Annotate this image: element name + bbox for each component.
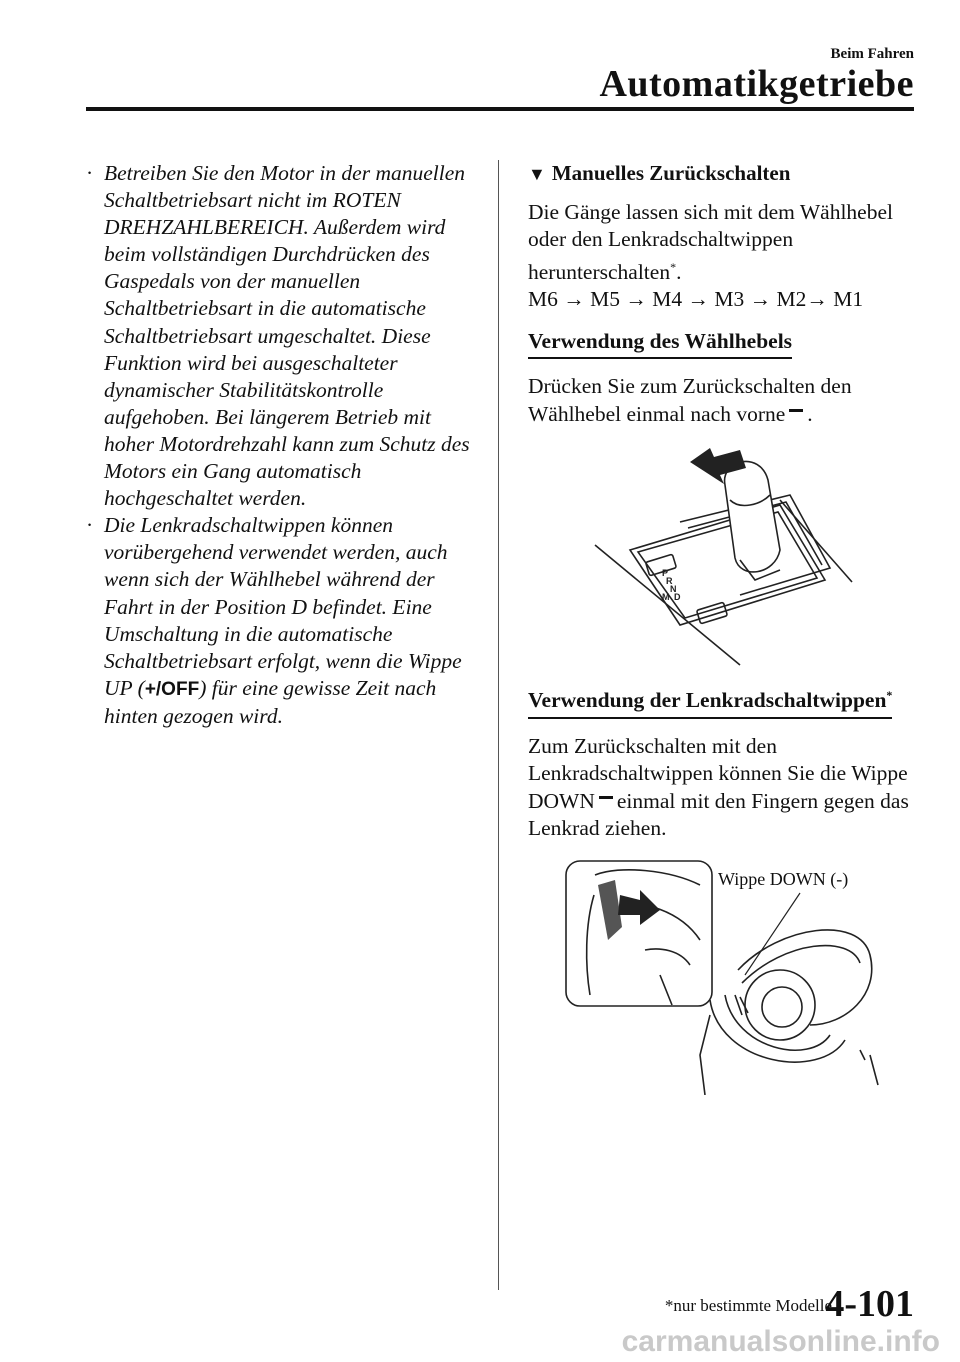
subsection-1-text — [528, 373, 918, 428]
page-number: 4-101 — [825, 1283, 914, 1325]
subsection-2-heading-wrap — [528, 682, 928, 719]
bullet-text: Die Lenkradschaltwippen können vorübergehend verwendet werden, auch wenn sich der Wählhebel während der Fahrt in der Position D befindet. Eine Umschaltung in die automatische Schaltbetriebsart erfolgt, wenn die Wippe UP ( — [104, 513, 462, 700]
subsection-2 — [528, 682, 928, 843]
plus-off-symbol: +/OFF — [144, 678, 200, 700]
gate-label: P — [662, 568, 669, 578]
bullet-text-end: ) für eine gewisse Zeit nach hinten gezogen wird. — [104, 675, 437, 728]
triangle-down-icon: ▼ — [528, 164, 546, 184]
column-divider — [498, 160, 499, 1290]
bullet-dot: · — [86, 161, 94, 185]
gate-label: N — [670, 584, 677, 594]
section-heading-text: Manuelles Zurückschalten — [551, 161, 791, 185]
subsection-2-body: Zum Zurückschalten mit den Lenkradschaltwippen können Sie die Wippe DOWN — [528, 733, 908, 813]
footnote-mark: * — [886, 688, 893, 702]
subsection-1 — [528, 328, 918, 360]
header-rule — [86, 107, 914, 111]
section-heading — [528, 160, 918, 189]
right-column — [528, 160, 918, 428]
gate-label: M — [662, 592, 670, 602]
intro-paragraph — [528, 199, 918, 287]
gate-label: R — [666, 576, 673, 586]
steering-paddle-illustration — [560, 855, 900, 1095]
page-title: Automatikgetriebe — [599, 63, 914, 105]
intro-end: . — [676, 259, 682, 284]
minus-icon — [599, 796, 613, 799]
bullet-item — [86, 512, 478, 730]
gate-label: D — [674, 592, 681, 602]
footnote-mark: * — [670, 259, 677, 274]
header-section: Beim Fahren — [830, 46, 914, 62]
gear-selector-illustration — [590, 440, 860, 670]
subsection-1-body: Drücken Sie zum Zurückschalten den Wählhebel einmal nach vorne — [528, 374, 852, 426]
subsection-2-text — [528, 733, 928, 843]
subsection-heading: Verwendung des Wählhebels — [528, 328, 792, 360]
gear-sequence: M6 → M5 → M4 → M3 → M2→ M1 — [528, 287, 864, 312]
bullet-dot: · — [86, 513, 94, 538]
minus-icon — [789, 409, 803, 412]
footnote: *nur bestimmte Modelle — [664, 1296, 832, 1315]
bullet-item — [86, 160, 478, 512]
subsection-heading — [528, 682, 892, 719]
subsection-1-end: . — [807, 401, 813, 426]
watermark-text: carmanualsonline.info — [621, 1325, 940, 1358]
left-column — [86, 160, 478, 730]
bullet-text: Betreiben Sie den Motor in der manuellen Schaltbetriebsart nicht im ROTEN DREHZAHLBEREICH. Außerdem wird beim vollständigen Durchdrücken des Gaspedals von der manuellen Schaltbetriebsart in die automatische Schaltbetriebsart umgeschaltet. Diese Funktion wird bei ausgeschalteter dynamischer Stabilitätskontrolle aufgehoben. Bei längerem Betrieb mit hoher Motordrehzahl kann zum Schutz des Motors ein Gang automatisch hochgeschaltet werden. — [104, 161, 470, 511]
subsection-2-body-end: einmal mit den Fingern gegen das Lenkrad ziehen. — [528, 788, 909, 841]
subsection-2-heading: Verwendung der Lenkradschaltwippen — [528, 688, 887, 713]
intro-text: Die Gänge lassen sich mit dem Wählhebel oder den Lenkradschaltwippen herunterschalten — [528, 199, 893, 284]
callout-label: Wippe DOWN (-) — [718, 869, 849, 889]
